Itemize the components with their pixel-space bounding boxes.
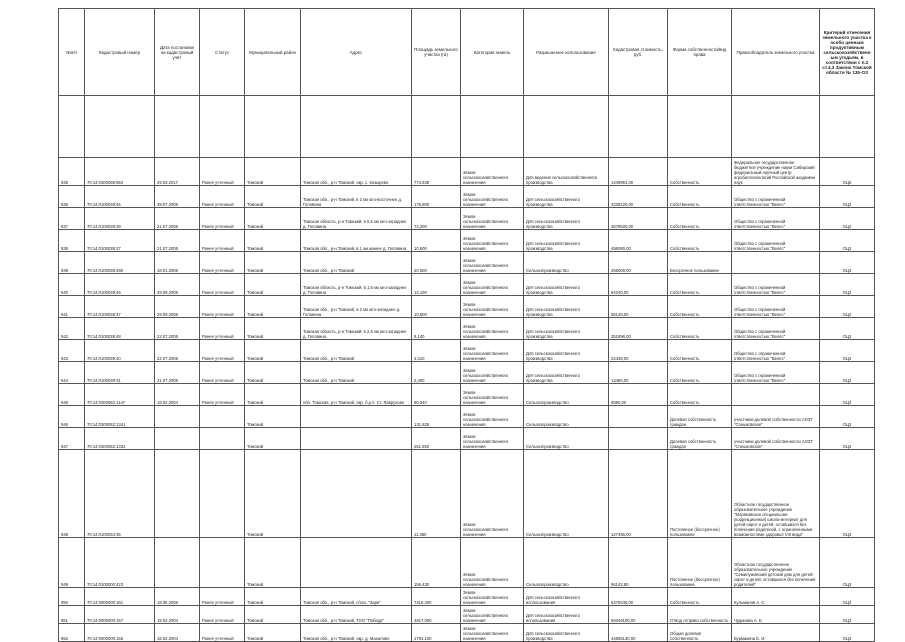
address-cell: Томская обл., р-н Томский xyxy=(301,340,412,362)
cadastral-value-cell: 1449961,00 xyxy=(609,158,668,186)
header-spacer-row xyxy=(59,96,875,158)
registration-date-cell xyxy=(155,428,200,450)
row-number-cell: 938 xyxy=(59,230,85,252)
permitted-use-cell: Для сельскохозяйственного производства xyxy=(524,296,609,318)
land-category-cell: Земли сельскохозяйственного назначения xyxy=(461,384,524,406)
permitted-use-cell: Для сельскохозяйственного производства xyxy=(524,186,609,208)
cadastral-value-cell: 96142,80 xyxy=(609,538,668,588)
registry-sheet xyxy=(58,8,874,642)
table-row xyxy=(59,186,875,208)
cadastral-value-cell: 55120,00 xyxy=(609,296,668,318)
address-cell: Томская область, р-н Томский, в 0,5 км юго-западнее д. Головина xyxy=(301,208,412,230)
permitted-use-cell: Сельхозпроизводство xyxy=(524,428,609,450)
address-cell: Томская обл., р-н Томский, в 1 км южнее д. Головина xyxy=(301,230,412,252)
right-holder-cell: Общество с ограниченной ответственностью "Велес" xyxy=(732,274,820,296)
land-category-cell: Земли сельскохозяйственного назначения xyxy=(461,230,524,252)
cadastral-number-cell: 70:14:0100039:40 xyxy=(85,340,155,362)
area-cell: 2,400 xyxy=(412,362,461,384)
ownership-form-cell: Бессрочное пользование xyxy=(668,252,732,274)
ownership-form-cell: Отвод отправо собственность xyxy=(668,606,732,624)
ownership-form-cell: Собственность xyxy=(668,158,732,186)
registration-date-cell: 22.07.2005 xyxy=(155,318,200,340)
area-cell: 156,430 xyxy=(412,538,461,588)
land-category-cell: Земли сельскохозяйственного назначения xyxy=(461,538,524,588)
row-number-cell: 944 xyxy=(59,362,85,384)
registration-date-cell: 29.09.2005 xyxy=(155,274,200,296)
right-holder-cell: Областное государственное образовательное учреждение "Семилужинский детский дом для детей-сирот и детей, оставшихся без попечения родителей" xyxy=(732,538,820,588)
registration-date-cell: 18.01.2006 xyxy=(155,252,200,274)
cadastral-value-cell: 486080,00 xyxy=(609,230,668,252)
registration-date-cell: 21.07.2005 xyxy=(155,230,200,252)
table-row xyxy=(59,538,875,588)
cadastral-value-cell: 6479246,00 xyxy=(609,588,668,606)
ownership-form-cell: Собственность xyxy=(668,318,732,340)
land-category-cell: Земли сельскохозяйственного назначения xyxy=(461,252,524,274)
municipal-district-cell: Томский xyxy=(245,252,301,274)
row-number-cell: 952 xyxy=(59,624,85,642)
land-category-cell: Земли сельскохозяйственного назначения xyxy=(461,406,524,428)
municipal-district-cell: Томский xyxy=(245,538,301,588)
cadastral-value-cell xyxy=(609,406,668,428)
status-cell xyxy=(200,406,245,428)
ownership-form-cell: Общая долевая собственность xyxy=(668,624,732,642)
table-row xyxy=(59,362,875,384)
ownership-form-cell: Постоянное (бессрочное) пользование xyxy=(668,450,732,538)
ownership-form-cell: Постоянное (бессрочное) пользование xyxy=(668,538,732,588)
status-cell: Ранее учтенный xyxy=(200,588,245,606)
permitted-use-cell: Для сельскохозяйственного использования xyxy=(524,588,609,606)
registration-date-cell: 28.07.2005 xyxy=(155,186,200,208)
municipal-district-cell: Томский xyxy=(245,230,301,252)
table-row xyxy=(59,252,875,274)
permitted-use-cell: Для сельскохозяйственного производства xyxy=(524,230,609,252)
status-cell: Ранее учтенный xyxy=(200,252,245,274)
row-number-cell: 940 xyxy=(59,274,85,296)
area-cell: 8,140 xyxy=(412,318,461,340)
status-cell: Ранее учтенный xyxy=(200,296,245,318)
address-cell xyxy=(301,538,412,588)
municipal-district-cell: Томский xyxy=(245,606,301,624)
header-row xyxy=(59,9,875,96)
row-number-cell: 949 xyxy=(59,538,85,588)
area-cell: 4817,000 xyxy=(412,606,461,624)
area-cell: 774,639 xyxy=(412,158,461,186)
criterion-cell: ОЦ3 xyxy=(820,450,875,538)
permitted-use-cell: Для сельскохозяйственного производства xyxy=(524,624,609,642)
address-cell xyxy=(301,450,412,538)
address-cell: Томская обл., р-н Томский, п/хоз. "Заря" xyxy=(301,588,412,606)
land-registry-table xyxy=(58,8,875,642)
header-cell: Кадастровая стоимость, руб. xyxy=(609,9,668,96)
cadastral-number-cell: 70:14:0100039:49 xyxy=(85,208,155,230)
right-holder-cell: Общество с ограниченной ответственностью "Велес" xyxy=(732,186,820,208)
municipal-district-cell: Томский xyxy=(245,588,301,606)
right-holder-cell: участники долевой собственности АОЗТ "Спешковское" xyxy=(732,428,820,450)
permitted-use-cell: Для сельскохозяйственного производства xyxy=(524,208,609,230)
registration-date-cell: 21.07.2005 xyxy=(155,208,200,230)
permitted-use-cell: Для сельскохозяйственного производства xyxy=(524,318,609,340)
cadastral-value-cell: 6590,00 xyxy=(609,384,668,406)
registration-date-cell xyxy=(155,450,200,538)
area-cell: 176,800 xyxy=(412,186,461,208)
area-cell: 1793,100 xyxy=(412,624,461,642)
cadastral-number-cell: 70:14:0100039:37 xyxy=(85,230,155,252)
ownership-form-cell: Собственность xyxy=(668,384,732,406)
header-cell: Разрешенное использование xyxy=(524,9,609,96)
row-number-cell: 950 xyxy=(59,588,85,606)
right-holder-cell: Областное государственное образовательное учреждение "Моряковская специальная (коррекционная) школа-интернат для детей-сирот и детей, оставшихся без попечения родителей, с ограниченными возможностями здоровья VIII вида" xyxy=(732,450,820,538)
row-number-cell: 935 xyxy=(59,158,85,186)
table-row xyxy=(59,230,875,252)
address-cell: обл. Томская, р-н Томский, окр. б.р.п. Ст. Лаврухово xyxy=(301,384,412,406)
criterion-cell: ОЦ2 xyxy=(820,428,875,450)
right-holder-cell: Бурмакина Е. И. xyxy=(732,624,820,642)
cadastral-number-cell: 70:14:0300052:1147 xyxy=(85,384,155,406)
area-cell: 10,600 xyxy=(412,296,461,318)
cadastral-value-cell: 3238120,00 xyxy=(609,186,668,208)
permitted-use-cell: Для ведения сельскохозяйственного производства xyxy=(524,158,609,186)
row-number-cell: 937 xyxy=(59,208,85,230)
cadastral-number-cell: 70:14:0100034:36 xyxy=(85,450,155,538)
permitted-use-cell: Сельхозпроизводство xyxy=(524,538,609,588)
land-category-cell: Земли сельскохозяйственного назначения xyxy=(461,318,524,340)
criterion-cell: ОЦ2 xyxy=(820,318,875,340)
address-cell: Томская обл., р-н Томский, ТОО "Победа" xyxy=(301,606,412,624)
municipal-district-cell: Томский xyxy=(245,296,301,318)
permitted-use-cell: Для сельскохозяйственного производства xyxy=(524,274,609,296)
right-holder-cell: Общество с ограниченной ответственностью "Велес" xyxy=(732,296,820,318)
header-cell: Дата постановки на кадастровый учёт xyxy=(155,9,200,96)
status-cell: Ранее учтенный xyxy=(200,318,245,340)
address-cell: Томская область, р-н Томский, в 1,5 км юго-западнее д. Головина xyxy=(301,274,412,296)
criterion-cell: ОЦ2 xyxy=(820,274,875,296)
criterion-cell: ОЦ2 xyxy=(820,208,875,230)
registration-date-cell: 22.07.2005 xyxy=(155,340,200,362)
status-cell: Ранее учтенный xyxy=(200,340,245,362)
table-row xyxy=(59,274,875,296)
cadastral-value-cell: 44855130,00 xyxy=(609,624,668,642)
right-holder-cell xyxy=(732,252,820,274)
land-category-cell: Земли сельскохозяйственного назначения xyxy=(461,274,524,296)
ownership-form-cell: Собственность xyxy=(668,208,732,230)
header-cell: Площадь земельного участка (га) xyxy=(412,9,461,96)
permitted-use-cell: Для сельскохозяйственного использования xyxy=(524,606,609,624)
ownership-form-cell: Долевая собственность граждан xyxy=(668,406,732,428)
criterion-cell: ОЦ2 xyxy=(820,186,875,208)
cadastral-number-cell: 70:14:0300052:1341 xyxy=(85,406,155,428)
table-row xyxy=(59,158,875,186)
permitted-use-cell: Для сельскохозяйственного производства xyxy=(524,362,609,384)
table-row xyxy=(59,624,875,642)
header-cell: Правообладатель земельного участка xyxy=(732,9,820,96)
cadastral-number-cell: 70:14:0000000:155 xyxy=(85,624,155,642)
land-category-cell: Земли сельскохозяйственного назначения xyxy=(461,158,524,186)
status-cell: Ранее учтенный xyxy=(200,362,245,384)
address-cell xyxy=(301,406,412,428)
address-cell: Томская обл., р-н Томский, окр. д. Махалово xyxy=(301,624,412,642)
row-number-cell: 946 xyxy=(59,406,85,428)
header-cell: Форма собственности/вид права xyxy=(668,9,732,96)
municipal-district-cell: Томский xyxy=(245,274,301,296)
permitted-use-cell: Сельхозпроизводство xyxy=(524,384,609,406)
row-number-cell: 942 xyxy=(59,318,85,340)
registration-date-cell: 21.07.2005 xyxy=(155,362,200,384)
cadastral-number-cell: 70:14:0000000:157 xyxy=(85,606,155,624)
address-cell xyxy=(301,428,412,450)
row-number-cell: 945 xyxy=(59,384,85,406)
registration-date-cell xyxy=(155,538,200,588)
table-row xyxy=(59,606,875,624)
right-holder-cell: Общество с ограниченной ответственностью "Велес" xyxy=(732,318,820,340)
header-cell: Муниципальный район xyxy=(245,9,301,96)
table-row xyxy=(59,406,875,428)
municipal-district-cell: Томский xyxy=(245,406,301,428)
ownership-form-cell: Собственность xyxy=(668,588,732,606)
cadastral-number-cell: 70:14:0100039:47 xyxy=(85,296,155,318)
criterion-cell: ОЦ2 xyxy=(820,340,875,362)
registration-date-cell xyxy=(155,406,200,428)
status-cell xyxy=(200,538,245,588)
header-cell: №п/п xyxy=(59,9,85,96)
municipal-district-cell: Томский xyxy=(245,384,301,406)
status-cell xyxy=(200,428,245,450)
registration-date-cell: 18.02.2004 xyxy=(155,606,200,624)
land-category-cell: Земли сельскохозяйственного назначения xyxy=(461,624,524,642)
right-holder-cell: Чудинова А. Е. xyxy=(732,606,820,624)
row-number-cell: 941 xyxy=(59,296,85,318)
land-category-cell: Земли сельскохозяйственного назначения xyxy=(461,186,524,208)
ownership-form-cell: Собственность xyxy=(668,362,732,384)
registration-date-cell: 18.05.2006 xyxy=(155,588,200,606)
area-cell: 131,829 xyxy=(412,406,461,428)
status-cell: Ранее учтенный xyxy=(200,606,245,624)
address-cell: Томская обл., р-н Томский, в 2 км юго-западнее д. Головина xyxy=(301,296,412,318)
row-number-cell: 936 xyxy=(59,186,85,208)
row-number-cell: 943 xyxy=(59,340,85,362)
criterion-cell: ОЦ3 xyxy=(820,588,875,606)
right-holder-cell: Общество с ограниченной ответственностью "Велес" xyxy=(732,230,820,252)
municipal-district-cell: Томский xyxy=(245,428,301,450)
table-row xyxy=(59,318,875,340)
registration-date-cell: 29.09.2005 xyxy=(155,296,200,318)
right-holder-cell: Общество с ограниченной ответственностью "Велес" xyxy=(732,208,820,230)
cadastral-number-cell: 70:14:0300095:553 xyxy=(85,158,155,186)
cadastral-value-cell xyxy=(609,428,668,450)
cadastral-number-cell: 70:14:0100039:31 xyxy=(85,362,155,384)
cadastral-number-cell: 70:14:0100039:48 xyxy=(85,318,155,340)
municipal-district-cell: Томский xyxy=(245,318,301,340)
cadastral-value-cell: 12480,00 xyxy=(609,362,668,384)
cadastral-value-cell: 127456,00 xyxy=(609,450,668,538)
status-cell: Ранее учтенный xyxy=(200,230,245,252)
row-number-cell: 951 xyxy=(59,606,85,624)
land-category-cell: Земли сельскохозяйственного назначения xyxy=(461,296,524,318)
registration-date-cell: 29.03.2017 xyxy=(155,158,200,186)
area-cell: 10,600 xyxy=(412,230,461,252)
cadastral-number-cell: 70:14:0100039:480 xyxy=(85,252,155,274)
criterion-cell: ОЦ3 xyxy=(820,252,875,274)
land-category-cell: Земли сельскохозяйственного назначения xyxy=(461,606,524,624)
area-cell: 11,360 xyxy=(412,450,461,538)
status-cell: Ранее учтенный xyxy=(200,384,245,406)
permitted-use-cell: Для сельскохозяйственного производства xyxy=(524,340,609,362)
cadastral-value-cell: 3578520,00 xyxy=(609,208,668,230)
permitted-use-cell: Сельхозпроизводство xyxy=(524,252,609,274)
status-cell: Ранее учтенный xyxy=(200,274,245,296)
address-cell: Томская обл., р-н Томский xyxy=(301,362,412,384)
row-number-cell: 948 xyxy=(59,450,85,538)
table-row xyxy=(59,384,875,406)
criterion-cell: ОЦ3 xyxy=(820,624,875,642)
municipal-district-cell: Томский xyxy=(245,340,301,362)
registration-date-cell: 18.02.2004 xyxy=(155,384,200,406)
area-cell: 60,540 xyxy=(412,384,461,406)
land-category-cell: Земли сельскохозяйственного назначения xyxy=(461,340,524,362)
cadastral-value-cell: 56349100,00 xyxy=(609,606,668,624)
header-cell: Критерий отнесения земельного участка к особо ценным продуктивным сельскохозяйственным угодьям, в соответствии с п.2 ст.4.3 Закона Томской области № 135-ОЗ xyxy=(820,9,875,96)
land-category-cell: Земли сельскохозяйственного назначения xyxy=(461,450,524,538)
municipal-district-cell: Томский xyxy=(245,450,301,538)
cadastral-value-cell: 84240,00 xyxy=(609,274,668,296)
address-cell: Томская обл., р-н Томский xyxy=(301,252,412,274)
ownership-form-cell: Собственность xyxy=(668,186,732,208)
area-cell: 72,200 xyxy=(412,208,461,230)
criterion-cell: ОЦ2 xyxy=(820,406,875,428)
municipal-district-cell: Томский xyxy=(245,186,301,208)
ownership-form-cell: Собственность xyxy=(668,230,732,252)
registration-date-cell: 18.02.2004 xyxy=(155,624,200,642)
status-cell: Ранее учтенный xyxy=(200,186,245,208)
criterion-cell: ОЦ3 xyxy=(820,538,875,588)
municipal-district-cell: Томский xyxy=(245,624,301,642)
status-cell: Ранее учтенный xyxy=(200,624,245,642)
ownership-form-cell: Долевая собственность граждан xyxy=(668,428,732,450)
table-row xyxy=(59,296,875,318)
municipal-district-cell: Томский xyxy=(245,362,301,384)
area-cell: 4,310 xyxy=(412,340,461,362)
area-cell: 7415,400 xyxy=(412,588,461,606)
header-cell: Кадастровый номер xyxy=(85,9,155,96)
table-row xyxy=(59,588,875,606)
table-row xyxy=(59,340,875,362)
area-cell: 251,550 xyxy=(412,428,461,450)
permitted-use-cell: Сельхозпроизводство xyxy=(524,406,609,428)
municipal-district-cell: Томский xyxy=(245,208,301,230)
land-category-cell: Земли сельскохозяйственного назначения xyxy=(461,362,524,384)
row-number-cell: 939 xyxy=(59,252,85,274)
criterion-cell: ОЦ2 xyxy=(820,362,875,384)
ownership-form-cell: Собственность xyxy=(668,274,732,296)
table-row xyxy=(59,428,875,450)
ownership-form-cell: Собственность xyxy=(668,340,732,362)
land-category-cell: Земли сельскохозяйственного назначения xyxy=(461,208,524,230)
table-row xyxy=(59,208,875,230)
ownership-form-cell: Собственность xyxy=(668,296,732,318)
header-cell: Статус xyxy=(200,9,245,96)
address-cell: Томская обл., р-н Томский, в 2 км юго-восточнее д. Головина xyxy=(301,186,412,208)
table-row xyxy=(59,450,875,538)
permitted-use-cell: Сельхозпроизводство xyxy=(524,450,609,538)
right-holder-cell: Общество с ограниченной ответственностью "Велес" xyxy=(732,340,820,362)
right-holder-cell: Кульманов А. С. xyxy=(732,588,820,606)
cadastral-number-cell: 70:14:0000000:161 xyxy=(85,588,155,606)
right-holder-cell: Общество с ограниченной ответственностью "Велес" xyxy=(732,362,820,384)
header-cell: Адрес xyxy=(301,9,412,96)
land-category-cell: Земли сельскохозяйственного назначения xyxy=(461,588,524,606)
status-cell: Ранее учтенный xyxy=(200,208,245,230)
right-holder-cell xyxy=(732,384,820,406)
cadastral-number-cell: 70:14:0300052:1332 xyxy=(85,428,155,450)
status-cell: Ранее учтенный xyxy=(200,158,245,186)
header-cell: Категория земель xyxy=(461,9,524,96)
cadastral-value-cell: 266000,00 xyxy=(609,252,668,274)
cadastral-value-cell: 22438,00 xyxy=(609,340,668,362)
cadastral-number-cell: 70:14:0100039:45 xyxy=(85,186,155,208)
right-holder-cell: Федеральное государственное бюджетное учреждение науки Сибирский федеральный научный центр агробиотехнологий Российской академии наук xyxy=(732,158,820,186)
criterion-cell: ОЦ3 xyxy=(820,384,875,406)
criterion-cell: ОЦ3 xyxy=(820,606,875,624)
criterion-cell: ОЦ2 xyxy=(820,296,875,318)
criterion-cell: ОЦ2 xyxy=(820,230,875,252)
address-cell: Томская обл., р-н Томский, окр. с. Козырево xyxy=(301,158,412,186)
right-holder-cell: участники долевой собственности АОЗТ "Спешковское" xyxy=(732,406,820,428)
cadastral-value-cell: 351896,00 xyxy=(609,318,668,340)
criterion-cell: ОЦ6 xyxy=(820,158,875,186)
status-cell xyxy=(200,450,245,538)
cadastral-number-cell: 70:14:0100000:423 xyxy=(85,538,155,588)
land-category-cell: Земли сельскохозяйственного назначения xyxy=(461,428,524,450)
address-cell: Томская область, р-н Томский, в 2,5 км юго-западнее д. Головина xyxy=(301,318,412,340)
municipal-district-cell: Томский xyxy=(245,158,301,186)
cadastral-number-cell: 70:14:0100039:46 xyxy=(85,274,155,296)
area-cell: 20,000 xyxy=(412,252,461,274)
area-cell: 14,100 xyxy=(412,274,461,296)
row-number-cell: 947 xyxy=(59,428,85,450)
